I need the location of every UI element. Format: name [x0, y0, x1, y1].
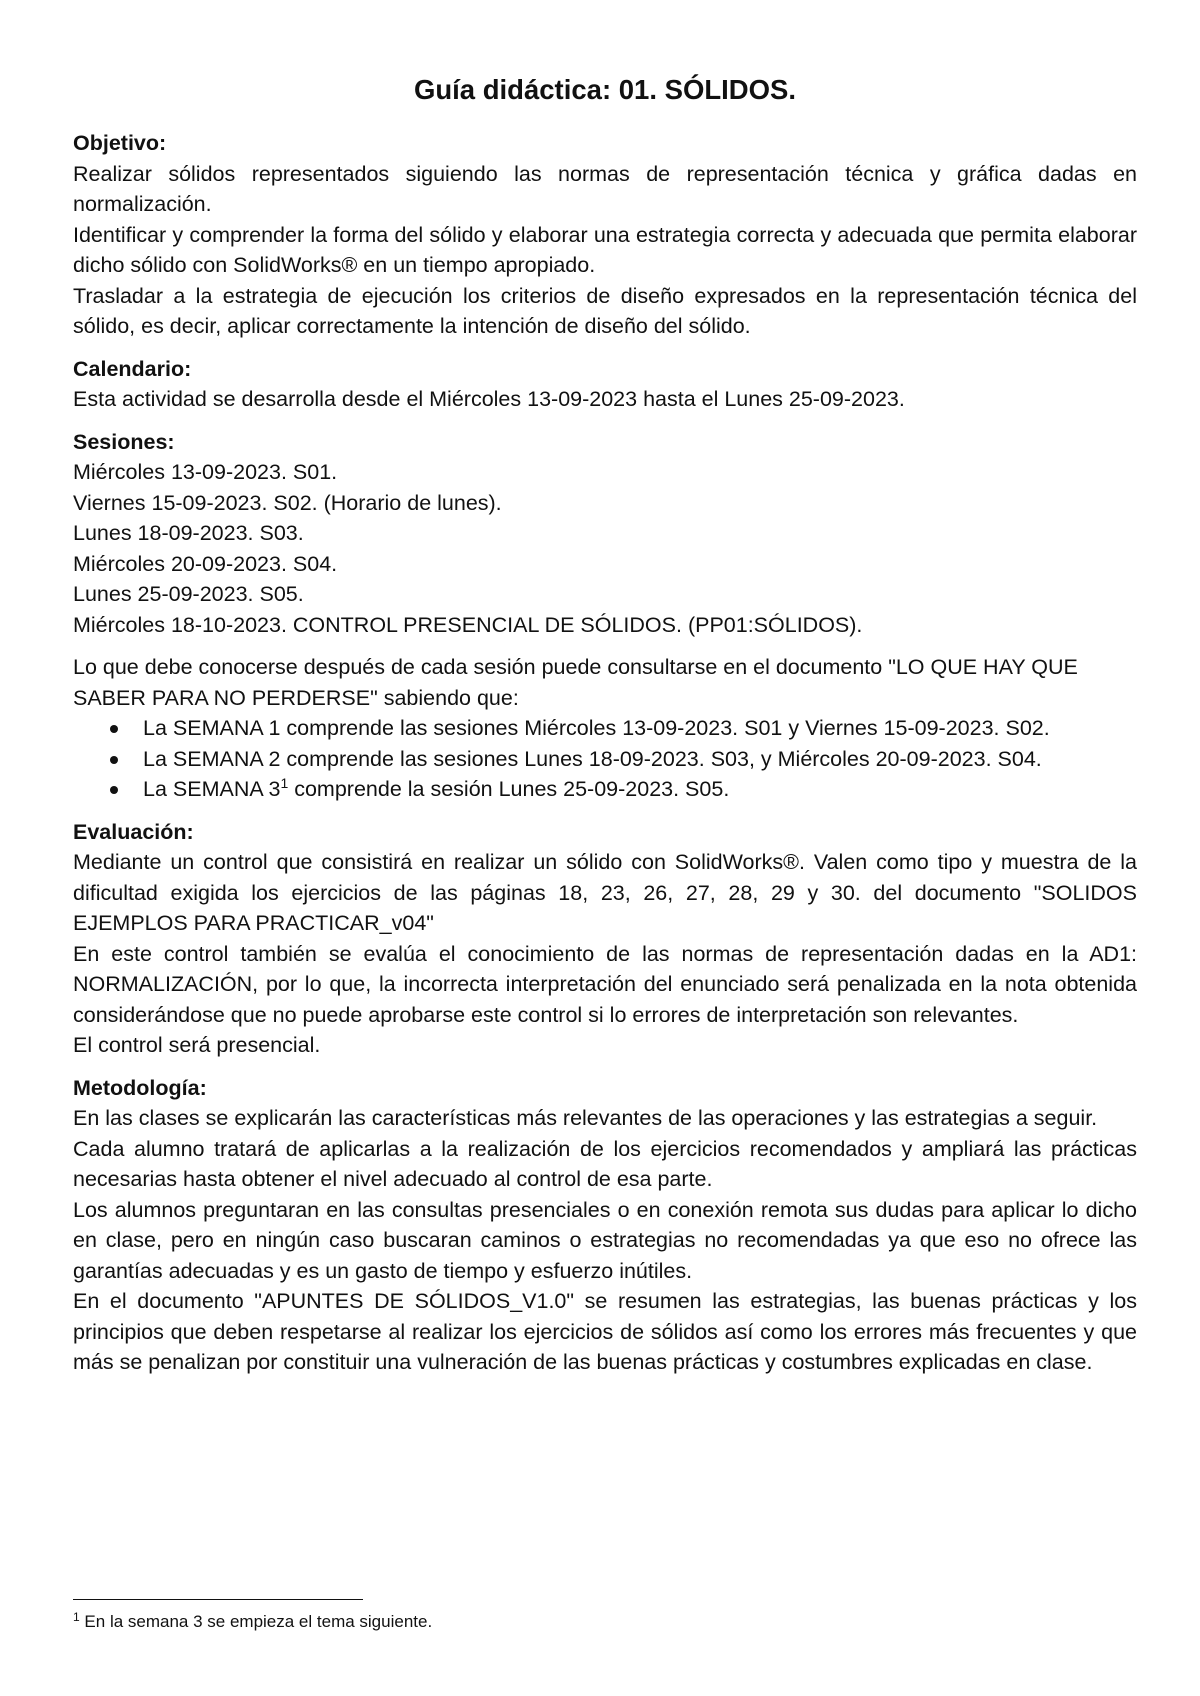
metodologia-paragraph-4: En el documento "APUNTES DE SÓLIDOS_V1.0" se resumen las estrategias, las buenas prácticas y los principios que deben respetarse al realizar los ejercicios de sólidos así como los errores más frecuentes y que más se penalizan por constituir una vulneración de las buenas prácticas y costumbres explicadas en clase.: [73, 1289, 1137, 1374]
objetivo-paragraph-1: Realizar sólidos representados siguiendo las normas de representación técnica y gráfica dadas en normalización.: [73, 161, 1137, 216]
semanas-intro: Lo que debe conocerse después de cada sesión puede consultarse en el documento "LO QUE HAY QUE SABER PARA NO PERDERSE" sabiendo que:: [73, 655, 1078, 710]
section-calendario: [73, 354, 1137, 415]
calendario-text: Esta actividad se desarrolla desde el Miércoles 13-09-2023 hasta el Lunes 25-09-2023.: [73, 387, 905, 411]
list-item-prefix: La SEMANA 3: [143, 777, 281, 801]
sesion-line: Viernes 15-09-2023. S02. (Horario de lunes).: [73, 490, 502, 515]
list-item-text: comprende la sesión Lunes 25-09-2023. S05.: [294, 777, 730, 801]
calendario-heading: Calendario:: [73, 356, 192, 381]
bullet-icon: [110, 725, 118, 733]
footnote-text: En la semana 3 se empieza el tema siguiente.: [84, 1612, 433, 1631]
list-item: [143, 774, 1137, 805]
objetivo-heading: Objetivo:: [73, 131, 167, 155]
objetivo-paragraph-3: Trasladar a la estrategia de ejecución los criterios de diseño expresados en la representación técnica del sólido, es decir, aplicar correctamente la intención de diseño del sólido.: [73, 283, 1137, 338]
sesion-line: Miércoles 18-10-2023. CONTROL PRESENCIAL DE SÓLIDOS. (PP01:SÓLIDOS).: [73, 612, 863, 637]
evaluacion-paragraph-2: En este control también se evalúa el conocimiento de las normas de representación dadas en la AD1: NORMALIZACIÓN, por lo que, la incorrecta interpretación del enunciado será penalizada en la nota obtenida considerándose que no puede aprobarse este control si lo errores de interpretación son relevantes.: [73, 941, 1137, 1027]
evaluacion-paragraph-3: El control será presencial.: [73, 1033, 321, 1057]
evaluacion-paragraph-1: Mediante un control que consistirá en realizar un sólido con SolidWorks®. Valen como tipo y muestra de la dificultad exigida los ejercicios de las páginas 18, 23, 26, 27, 28, 29 y 30. del documento "SOLIDOS EJEMPLOS PARA PRACTICAR_v04": [73, 850, 1137, 935]
footnote-divider: [73, 1599, 363, 1600]
bullet-icon: [110, 786, 118, 794]
metodologia-paragraph-3: Los alumnos preguntaran en las consultas presenciales o en conexión remota sus dudas para aplicar lo dicho en clase, pero en ningún caso buscaran caminos o estrategias no recomendadas ya que eso no ofrece las garantías adecuadas y es un gasto de tiempo y esfuerzo inútiles.: [73, 1197, 1137, 1283]
section-sesiones: [73, 427, 1137, 641]
metodologia-paragraph-2: Cada alumno tratará de aplicarlas a la realización de los ejercicios recomendados y ampliará las prácticas necesarias hasta obtener el nivel adecuado al control de esa parte.: [73, 1136, 1137, 1191]
objetivo-paragraph-2: Identificar y comprender la forma del sólido y elaborar una estrategia correcta y adecuada que permita elaborar dicho sólido con SolidWorks® en un tiempo apropiado.: [73, 222, 1137, 277]
evaluacion-heading: Evaluación:: [73, 819, 194, 844]
section-semanas: [73, 652, 1137, 805]
list-item-text: La SEMANA 1 comprende las sesiones Miércoles 13-09-2023. S01 y Viernes 15-09-2023. S02.: [143, 716, 1050, 740]
list-item: [143, 744, 1137, 775]
list-item-text: La SEMANA 2 comprende las sesiones Lunes 18-09-2023. S03, y Miércoles 20-09-2023. S04.: [143, 746, 1042, 771]
footnote-reference: 1: [280, 775, 289, 791]
bullet-icon: [110, 756, 118, 764]
sesion-line: Lunes 18-09-2023. S03.: [73, 521, 304, 545]
footnote-mark: 1: [73, 1610, 80, 1624]
sesiones-heading: Sesiones:: [73, 429, 175, 454]
sesion-line: Miércoles 13-09-2023. S01.: [73, 460, 338, 484]
metodologia-heading: Metodología:: [73, 1075, 207, 1100]
metodologia-paragraph-1: En las clases se explicarán las características más relevantes de las operaciones y las estrategias a seguir.: [73, 1106, 1098, 1130]
list-item: [143, 713, 1137, 744]
section-evaluacion: [73, 817, 1137, 1061]
document-title: Guía didáctica: 01. SÓLIDOS.: [413, 74, 797, 105]
footnote: [73, 1610, 432, 1634]
sesion-line: Lunes 25-09-2023. S05.: [73, 582, 304, 606]
sesion-line: Miércoles 20-09-2023. S04.: [73, 551, 338, 576]
section-objetivo: [73, 128, 1137, 342]
section-metodologia: [73, 1073, 1137, 1378]
semanas-list: [73, 713, 1137, 805]
